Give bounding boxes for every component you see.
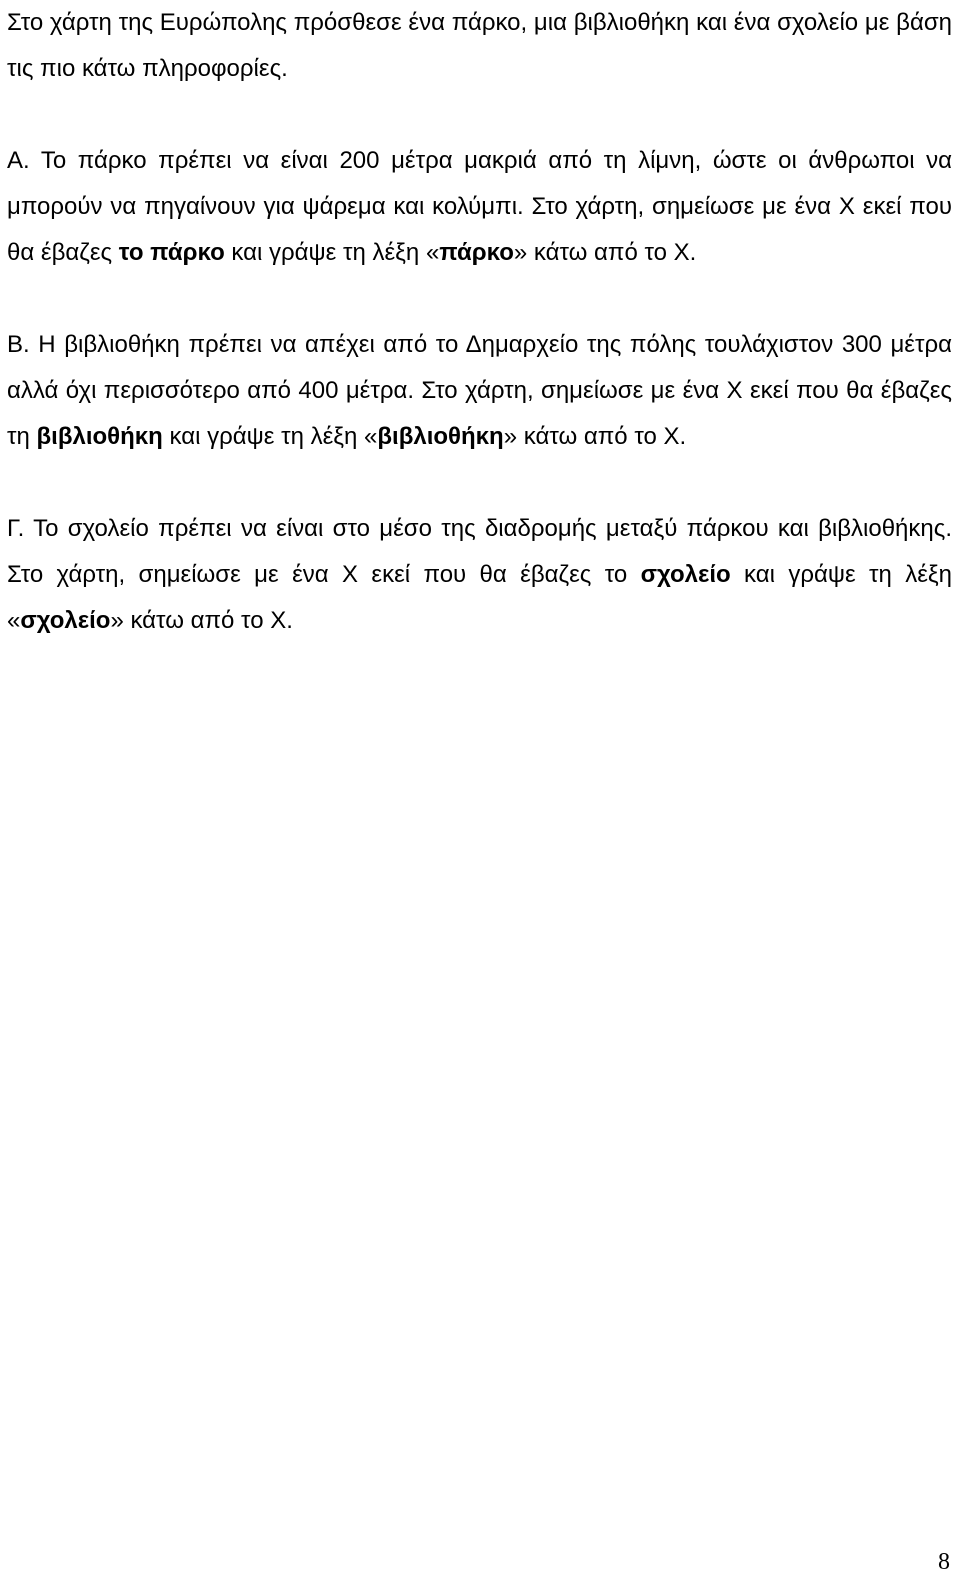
section-a-text-2: και γράψε τη λέξη «	[224, 239, 440, 266]
section-a-text-3: » κάτω από το Χ.	[513, 239, 697, 266]
section-c-text-3: » κάτω από το Χ.	[110, 607, 293, 634]
document-page	[7, 0, 952, 644]
section-b-text-2: και γράψε τη λέξη «	[162, 423, 378, 450]
intro-text: Στο χάρτη της Ευρώπολης πρόσθεσε ένα πάρκο, μια βιβλιοθήκη και ένα σχολείο με βάση τις πιο κάτω πληροφορίες.	[7, 9, 952, 82]
section-b-text-3: » κάτω από το Χ.	[503, 423, 687, 450]
section-b-bold-1: βιβλιοθήκη	[36, 423, 163, 450]
section-c-text-2: και γράψε τη λέξη «	[7, 561, 953, 634]
section-b-text-1: Β. Η βιβλιοθήκη πρέπει να απέχει από το Δημαρχείο της πόλης τουλάχιστον 300 μέτρα αλλά όχι περισσότερο από 400 μέτρα. Στο χάρτη, σημείωσε με ένα Χ εκεί που θα έβαζες τη	[7, 331, 952, 450]
section-a-paragraph	[7, 138, 952, 276]
section-a-bold-2: πάρκο	[439, 239, 514, 266]
paragraph-spacer	[7, 460, 952, 506]
section-c-bold-1: σχολείο	[640, 561, 731, 588]
section-b-bold-2: βιβλιοθήκη	[377, 423, 504, 450]
paragraph-spacer	[7, 276, 952, 322]
section-c-text-1: Γ. Το σχολείο πρέπει να είναι στο μέσο της διαδρομής μεταξύ πάρκου και βιβλιοθήκης. Στο χάρτη, σημείωσε με ένα Χ εκεί που θα έβαζες το	[7, 515, 952, 588]
page-number: 8	[938, 1549, 950, 1575]
section-c-paragraph	[7, 506, 952, 644]
section-b-paragraph	[7, 322, 952, 460]
intro-paragraph	[7, 0, 952, 92]
section-a-text-1: Α. Το πάρκο πρέπει να είναι 200 μέτρα μακριά από τη λίμνη, ώστε οι άνθρωποι να μπορούν να πηγαίνουν για ψάρεμα και κολύμπι. Στο χάρτη, σημείωσε με ένα Χ εκεί που θα έβαζες	[7, 147, 952, 266]
section-a-bold-1: το πάρκο	[118, 239, 225, 266]
paragraph-spacer	[7, 92, 952, 138]
section-c-bold-2: σχολείο	[20, 607, 111, 634]
